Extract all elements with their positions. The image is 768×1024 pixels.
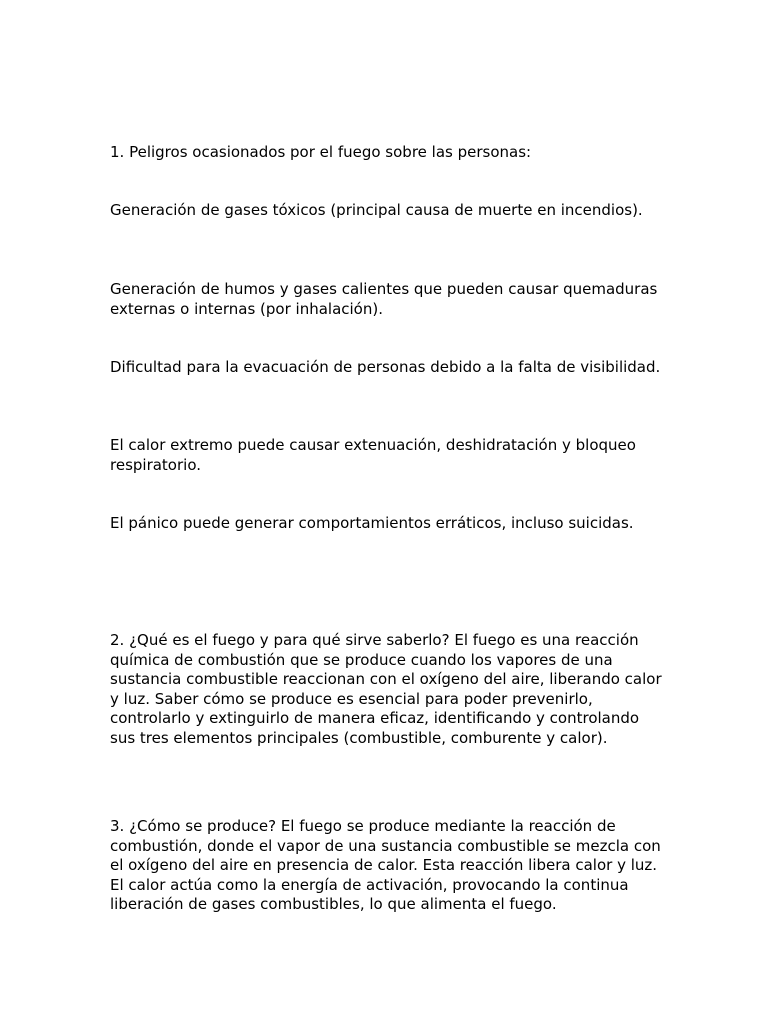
section-1-heading: 1. Peligros ocasionados por el fuego sobre las personas: — [110, 143, 532, 161]
hazard-extreme-heat: El calor extremo puede causar extenuación, deshidratación y bloqueo respiratorio. — [110, 436, 636, 474]
hazard-toxic-gases: Generación de gases tóxicos (principal causa de muerte en incendios). — [110, 201, 643, 219]
hazard-hot-smoke: Generación de humos y gases calientes que pueden causar quemaduras externas o internas (por inhalación). — [110, 280, 658, 318]
hazard-evacuation: Dificultad para la evacuación de personas debido a la falta de visibilidad. — [110, 358, 661, 376]
hazard-panic: El pánico puede generar comportamientos erráticos, incluso suicidas. — [110, 514, 634, 532]
section-2-paragraph: 2. ¿Qué es el fuego y para qué sirve saberlo? El fuego es una reacción química de combustión que se produce cuando los vapores de una sustancia combustible reaccionan con el oxígeno del aire, liberando calor y luz. Saber cómo se produce es esencial para poder prevenirlo, controlarlo y extinguirlo de manera eficaz, identificando y controlando sus tres elementos principales (combustible, comburente y calor). — [110, 631, 662, 747]
section-3-paragraph: 3. ¿Cómo se produce? El fuego se produce mediante la reacción de combustión, donde el vapor de una sustancia combustible se mezcla con el oxígeno del aire en presencia de calor. Esta reacción libera calor y luz. El calor actúa como la energía de activación, provocando la continua liberación de gases combustibles, lo que alimenta el fuego. — [110, 817, 661, 913]
